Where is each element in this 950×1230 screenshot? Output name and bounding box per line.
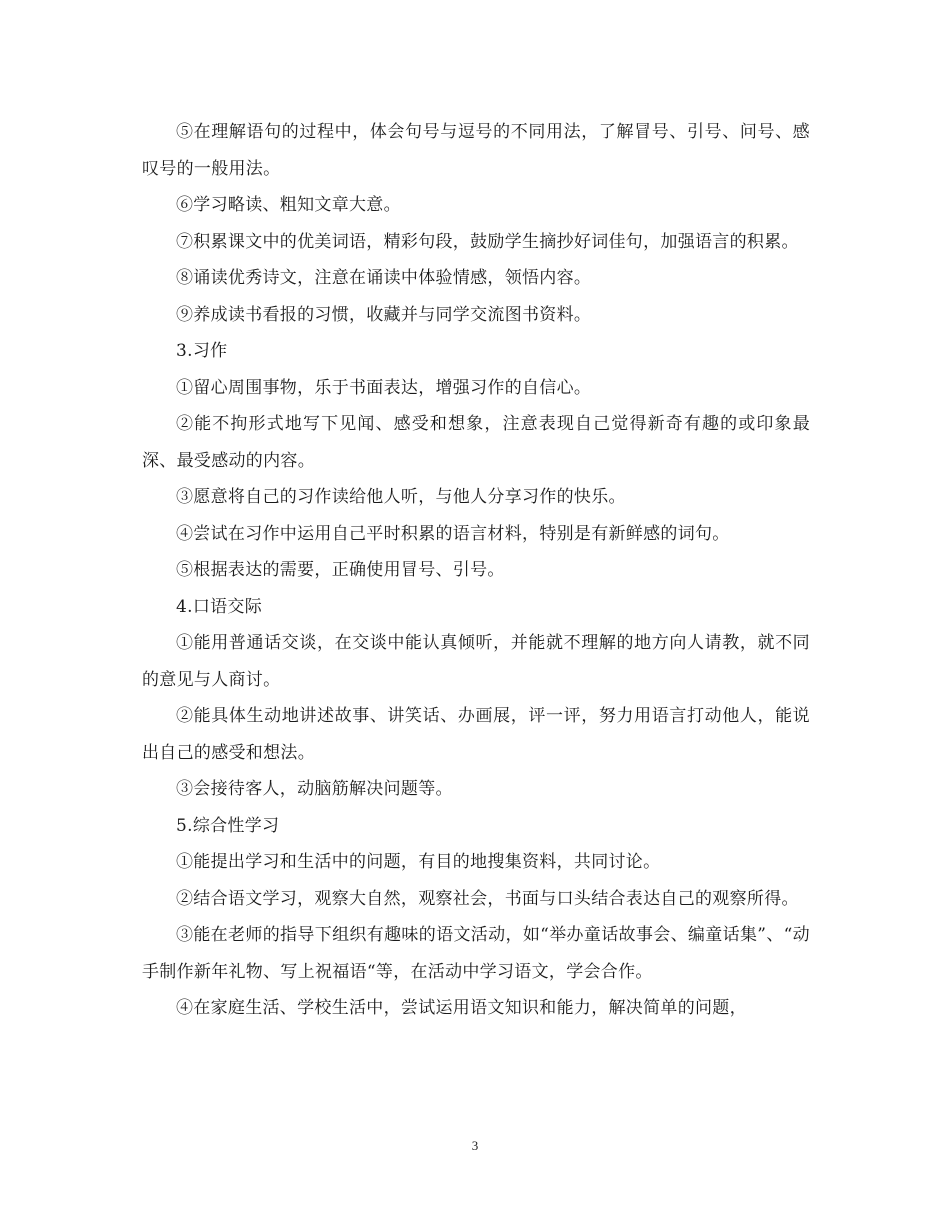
paragraph: ②结合语文学习，观察大自然，观察社会，书面与口头结合表达自己的观察所得。 [176, 888, 799, 909]
paragraph: ③能在老师的指导下组织有趣味的语文活动，如“举办童话故事会、编童话集”、“动手制作新年礼物、写上祝福语“等，在活动中学习语文，学会合作。 [142, 925, 810, 982]
paragraph: ④尝试在习作中运用自己平时积累的语言材料，特别是有新鲜感的词句。 [176, 523, 730, 544]
section-heading-writing: 3.习作 [176, 341, 228, 361]
paragraph: ②能具体生动地讲述故事、讲笑话、办画展，评一评，努力用语言打动他人，能说出自己的感受和想法。 [142, 706, 810, 763]
paragraph: ⑨养成读书看报的习惯，收藏并与同学交流图书资料。 [176, 304, 592, 325]
paragraph: ④在家庭生活、学校生活中，尝试运用语文知识和能力，解决简单的问题， [176, 998, 747, 1018]
paragraph: ②能不拘形式地写下见闻、感受和想象，注意表现自己觉得新奇有趣的或印象最深、最受感动的内容。 [142, 414, 810, 471]
paragraph: ①能提出学习和生活中的问题，有目的地搜集资料，共同讨论。 [176, 852, 661, 872]
paragraph: ⑤在理解语句的过程中，体会句号与逗号的不同用法，了解冒号、引号、问号、感叹号的一般用法。 [142, 122, 810, 179]
paragraph: ⑥学习略读、粗知文章大意。 [176, 195, 401, 215]
page-content [142, 114, 810, 1027]
paragraph: ①留心周围事物，乐于书面表达，增强习作的自信心。 [176, 377, 592, 398]
paragraph: ⑤根据表达的需要，正确使用冒号、引号。 [176, 560, 505, 580]
section-heading-comprehensive-learning: 5.综合性学习 [176, 815, 280, 836]
page-number: 3 [471, 1138, 479, 1153]
paragraph: ①能用普通话交谈，在交谈中能认真倾听，并能就不理解的地方向人请教，就不同的意见与人商讨。 [142, 633, 810, 690]
paragraph: ③会接待客人，动脑筋解决问题等。 [176, 779, 453, 799]
section-heading-oral-communication: 4.口语交际 [176, 596, 263, 617]
paragraph: ③愿意将自己的习作读给他人听，与他人分享习作的快乐。 [176, 487, 626, 507]
paragraph: ⑦积累课文中的优美词语，精彩句段，鼓励学生摘抄好词佳句，加强语言的积累。 [176, 231, 799, 252]
paragraph: ⑧诵读优秀诗文，注意在诵读中体验情感，领悟内容。 [176, 268, 592, 288]
